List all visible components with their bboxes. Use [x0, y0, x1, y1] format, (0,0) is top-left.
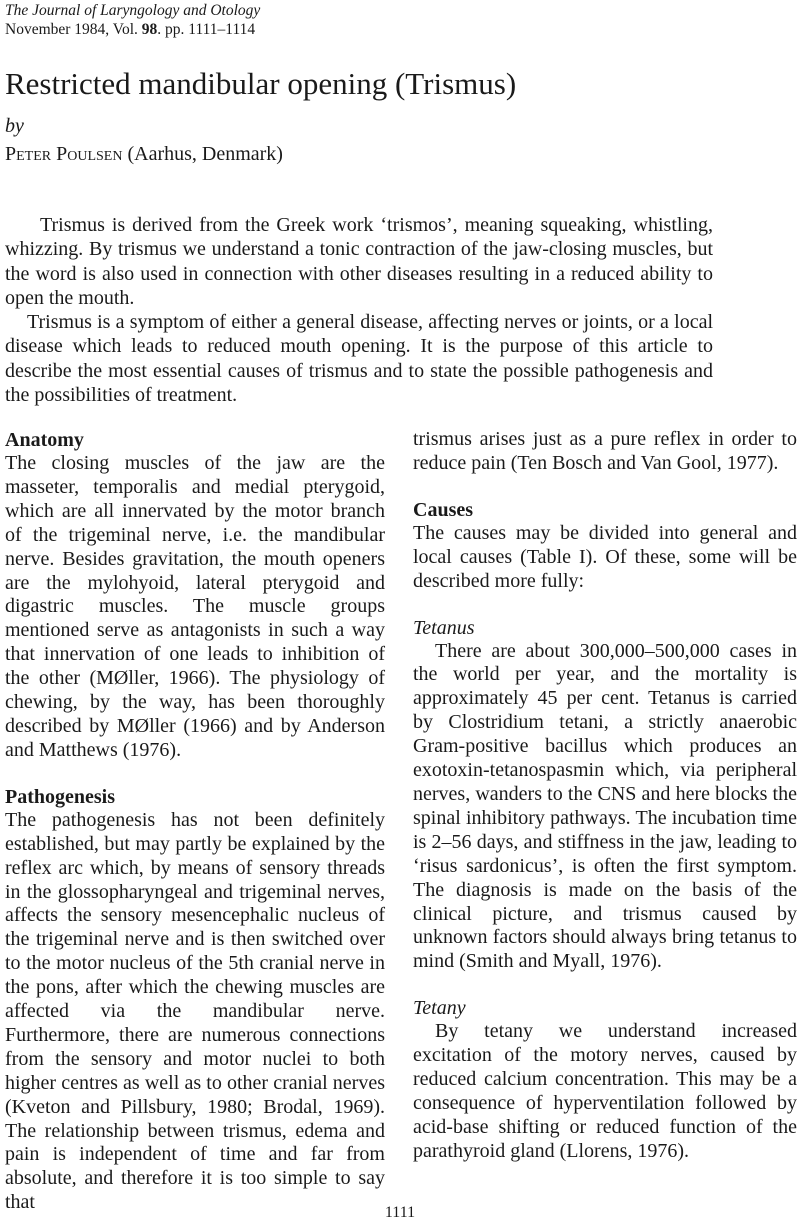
section-heading-pathogenesis: Pathogenesis: [5, 785, 115, 808]
tetany-text: By tetany we understand increased excitation of the motory nerves, caused by reduced calcium concentration. This may be a consequence of hyperventilation followed by acid-base shifting or reduced function of the parathyroid gland (Llorens, 1976).: [413, 1020, 797, 1162]
byline: by: [5, 115, 24, 137]
left-column: [5, 428, 385, 1215]
author-name: Peter Poulsen: [5, 143, 123, 165]
anatomy-text: The closing muscles of the jaw are the masseter, temporalis and medial pterygoid, which are all innervated by the motor branch of the trigeminal nerve, i.e. the mandibular nerve. Besides gravitation, the mouth openers are the mylohyoid, lateral pterygoid and digastric muscles. The muscle groups mentioned serve as antagonists in such a way that innervation of one leads to inhibition of the other (MØller, 1966). The physiology of chewing, by the way, has been thoroughly described by MØller (1966) and by Anderson and Matthews (1976).: [5, 452, 385, 761]
section-heading-causes: Causes: [413, 498, 474, 521]
author-line: [5, 143, 283, 166]
journal-name: The Journal of Laryngology and Otology: [5, 2, 261, 19]
subheading-tetanus: Tetanus: [413, 616, 475, 639]
subheading-tetany: Tetany: [413, 997, 466, 1020]
causes-text: The causes may be divided into general and local causes (Table I). Of these, some will be described more fully:: [413, 521, 797, 592]
pathogenesis-continuation: trismus arises just as a pure reflex in order to reduce pain (Ten Bosch and Van Gool, 1977).: [413, 428, 797, 474]
author-affiliation: (Aarhus, Denmark): [122, 143, 283, 165]
page-range: . pp. 1111–1114: [157, 21, 256, 38]
journal-header: [5, 1, 260, 39]
article-title: Restricted mandibular opening (Trismus): [5, 66, 517, 101]
page-number: 1111: [384, 1204, 416, 1221]
tetanus-text: There are about 300,000–500,000 cases in the world per year, and the mortality is approximately 45 per cent. Tetanus is carried by Clostridium tetani, a strictly anaerobic Gram-positive bacillus which produces an exotoxin-tetanospasmin which, via peripheral nerves, wanders to the CNS and here blocks the spinal inhibitory pathways. The incubation time is 2–56 days, and stiffness in the jaw, leading to ‘risus sardonicus’, is often the first symptom. The diagnosis is made on the basis of the clinical picture, and trismus caused by unknown factors should always bring tetanus to mind (Smith and Myall, 1976).: [413, 639, 797, 973]
right-column: [413, 428, 797, 1164]
abstract: [5, 213, 713, 407]
abstract-paragraph-2: Trismus is a symptom of either a general disease, affecting nerves or joints, or a local disease which leads to reduced mouth opening. It is the purpose of this article to describe the most essential causes of trismus and to state the possible pathogenesis and the possibilities of treatment.: [5, 311, 713, 407]
journal-issue: [5, 21, 255, 38]
section-heading-anatomy: Anatomy: [5, 429, 84, 451]
issue-date: November 1984, Vol.: [5, 21, 142, 38]
volume-number: 98: [141, 21, 158, 38]
pathogenesis-text: The pathogenesis has not been definitely established, but may partly be explained by the reflex arc which, by means of sensory threads in the glossopharyngeal and trigeminal nerves, affects the sensory mesencephalic nucleus of the trigeminal nerve and is then switched over to the motor nucleus of the 5th cranial nerve in the pons, after which the chewing muscles are affected via the mandibular nerve. Furthermore, there are numerous connections from the sensory and motor nuclei to both higher centres as well as to other cranial nerves (Kveton and Pillsbury, 1980; Brodal, 1969). The relationship between trismus, edema and pain is independent of time and far from absolute, and therefore it is too simple to say that: [5, 808, 385, 1214]
abstract-paragraph-1: Trismus is derived from the Greek work ‘trismos’, meaning squeaking, whistling, whizzing. By trismus we understand a tonic contraction of the jaw-closing muscles, but the word is also used in connection with other diseases resulting in a reduced ability to open the mouth.: [5, 214, 713, 309]
